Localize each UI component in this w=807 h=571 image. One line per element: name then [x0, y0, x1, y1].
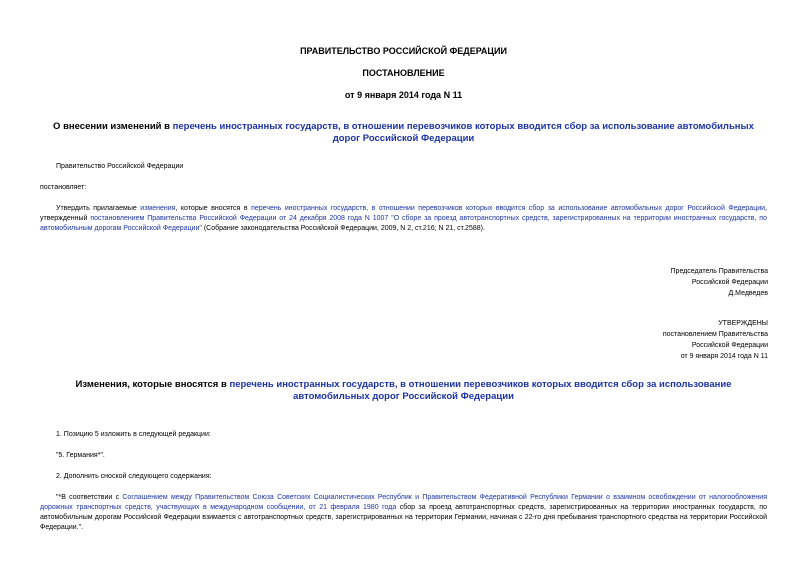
- approved-heading: УТВЕРЖДЕНЫ: [718, 320, 768, 327]
- document-title: [40, 121, 767, 145]
- gov-label: Правительство Российской Федерации: [56, 163, 184, 170]
- approved-line-4: от 9 января 2014 года N 11: [680, 353, 768, 360]
- changes-title: [40, 379, 767, 403]
- p1-text-b: , которые вносятся в: [175, 205, 252, 212]
- footnote-paragraph: [40, 493, 767, 533]
- signature-country: Российской Федерации: [691, 279, 768, 286]
- government-name: ПРАВИТЕЛЬСТВО РОССИЙСКОЙ ФЕДЕРАЦИИ: [300, 46, 507, 56]
- signature-block: [671, 266, 768, 299]
- resolves-label: постановляет:: [40, 184, 87, 191]
- title-prefix: О внесении изменений в: [53, 121, 173, 132]
- changes-title-link[interactable]: перечень иностранных государств, в отношении перевозчиков которых вводится сбор за использование автомобильных дорог Российской Федерации: [229, 379, 732, 402]
- changes-link[interactable]: изменения: [140, 205, 176, 212]
- p1-text-d: (Собрание законодательства Российской Федерации, 2009, N 2, ст.216; N 21, ст.2588).: [201, 225, 485, 232]
- change-item-2: 2. Дополнить сноской следующего содержания:: [56, 473, 212, 480]
- agreement-1980-link[interactable]: Соглашением между Правительством Союза Советских Социалистических Республик и Правительством Федеративной Республики Германии о взаимном освобождении от налогообложения дорожных транспортных средств, участвующих в международном сообщении, от 21 февраля 1980 года: [40, 494, 767, 511]
- decree-1007-link[interactable]: постановлением Правительства Российской Федерации от 24 декабря 2008 года N 1007 "О сборе за проезд автотранспортных средств, зарегистрированных на территории иностранных государств, по автомобильным дорогам Российской Федерации": [40, 215, 767, 232]
- approved-line-2: постановлением Правительства: [662, 331, 768, 338]
- change-item-1-text: "5. Германия*".: [56, 452, 105, 459]
- document-type: ПОСТАНОВЛЕНИЕ: [362, 68, 445, 78]
- footnote-text-b: сбор за проезд автотранспортных средств, зарегистрированных на территории иностранных государств, по автомобильным дорогам Российской Федерации взимается с автотранспортных средств, зарегистрированных на территории Германии, начиная с 22-го дня пребывания транспортного средства на территории Российской Федерации.".: [40, 504, 767, 531]
- p1-text-c: , утвержденный: [40, 205, 767, 222]
- signature-position: Председатель Правительства: [670, 268, 768, 275]
- signature-name: Д.Медведев: [728, 290, 768, 297]
- changes-title-prefix: Изменения, которые вносятся в: [75, 379, 230, 390]
- resolution-paragraph: [40, 204, 767, 234]
- footnote-text-a: "*В соответствии с: [56, 494, 123, 501]
- p1-text-a: Утвердить прилагаемые: [56, 205, 141, 212]
- approved-block: [663, 318, 768, 362]
- list-link[interactable]: перечень иностранных государств, в отношении перевозчиков которых вводится сбор за использование автомобильных дорог Российской Федерации: [251, 205, 766, 212]
- approved-line-3: Российской Федерации: [691, 342, 768, 349]
- title-list-link[interactable]: перечень иностранных государств, в отношении перевозчиков которых вводится сбор за использование автомобильных дорог Российской Федерации: [172, 121, 754, 144]
- document-date-number: от 9 января 2014 года N 11: [344, 90, 463, 100]
- change-item-1: 1. Позицию 5 изложить в следующей редакции:: [56, 431, 211, 438]
